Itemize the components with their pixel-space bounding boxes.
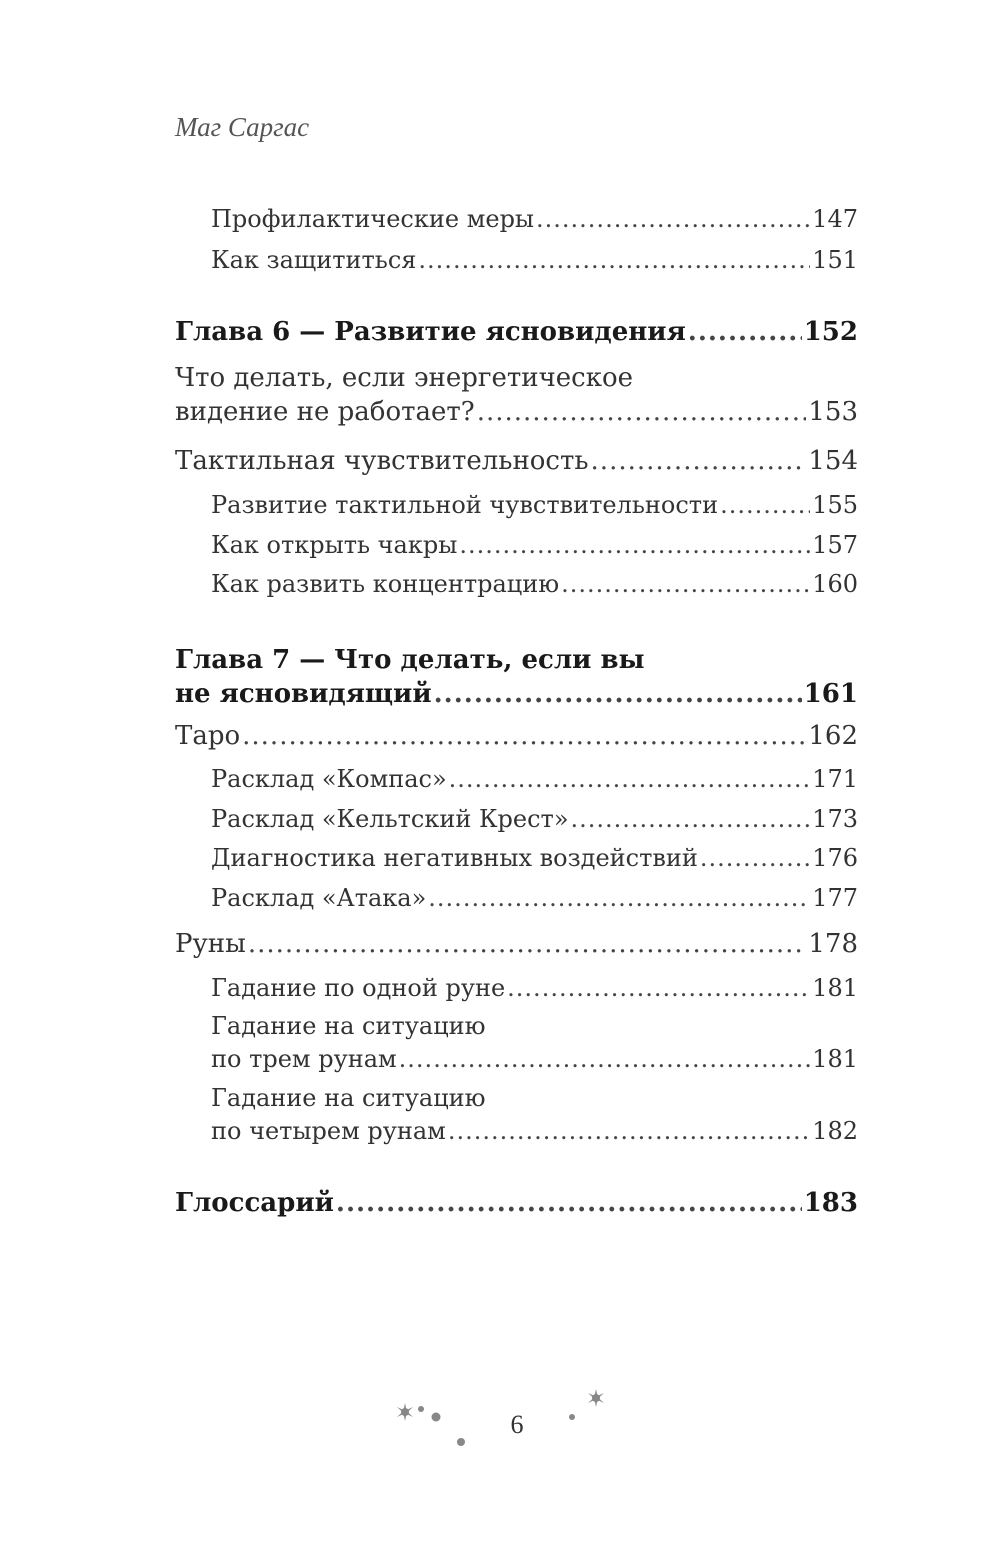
toc-entry-title: Профилактические меры xyxy=(211,205,535,233)
toc-entry-page: 178 xyxy=(808,929,858,959)
toc-entry[interactable] xyxy=(211,1045,858,1073)
toc-entry[interactable] xyxy=(211,844,858,872)
toc-entry-title-line: Гадание на ситуацию xyxy=(211,1084,486,1112)
toc-entry-title: Как открыть чакры xyxy=(211,531,458,559)
dot-leader xyxy=(448,1117,810,1145)
dot-leader xyxy=(242,721,806,751)
toc-entry[interactable] xyxy=(211,884,858,912)
toc-entry-page: 155 xyxy=(812,491,858,519)
dot-leader xyxy=(399,1045,811,1073)
dot-leader xyxy=(688,317,802,347)
toc-entry-page: 181 xyxy=(812,1045,858,1073)
toc-entry[interactable] xyxy=(175,446,858,476)
toc-entry-title: Как защититься xyxy=(211,246,417,274)
dot-leader xyxy=(591,446,807,476)
toc-entry[interactable] xyxy=(211,805,858,833)
dot-leader xyxy=(449,765,811,793)
dot-leader xyxy=(507,974,810,1002)
toc-entry-title-line: Что делать, если энергетическое xyxy=(175,363,634,393)
toc-entry-title: Расклад «Кельтский Крест» xyxy=(211,805,569,833)
toc-entry-page: 173 xyxy=(812,805,858,833)
dot-leader xyxy=(434,679,802,709)
toc-entry-title-line: Гадание на ситуацию xyxy=(211,1012,486,1040)
toc-entry[interactable] xyxy=(211,570,858,598)
toc-entry-page: 157 xyxy=(812,531,858,559)
toc-entry-title: Тактильная чувствительность xyxy=(175,446,589,476)
dot-leader xyxy=(459,531,810,559)
toc-entry-title: Диагностика негативных воздействий xyxy=(211,844,698,872)
toc-entry[interactable] xyxy=(211,974,858,1002)
dot-leader xyxy=(700,844,810,872)
toc-entry[interactable] xyxy=(211,531,858,559)
toc-entry-title: Руны xyxy=(175,929,246,959)
toc-entry[interactable] xyxy=(211,246,858,274)
toc-entry-title: Глава 6 — Развитие ясновидения xyxy=(175,317,686,347)
toc-entry-page: 177 xyxy=(812,884,858,912)
toc-entry-page: 182 xyxy=(812,1117,858,1145)
toc-entry-page: 151 xyxy=(812,246,858,274)
toc-entry-title: Глоссарий xyxy=(175,1188,334,1218)
dot-leader xyxy=(336,1188,802,1218)
toc-entry[interactable] xyxy=(175,721,858,751)
toc-entry[interactable] xyxy=(211,491,858,519)
toc-entry-page: 181 xyxy=(812,974,858,1002)
dot-leader xyxy=(536,205,810,233)
toc-entry-title: по трем рунам xyxy=(211,1045,397,1073)
toc-entry-page: 171 xyxy=(812,765,858,793)
page-number: 6 xyxy=(510,1410,524,1439)
toc-entry-title: Расклад «Атака» xyxy=(211,884,427,912)
toc-entry-page: 176 xyxy=(812,844,858,872)
toc-entry-page: 161 xyxy=(803,679,858,709)
toc-chapter-title-line: Глава 7 — Что делать, если вы xyxy=(175,645,645,675)
toc-entry-title: по четырем рунам xyxy=(211,1117,446,1145)
running-head: Маг Саргас xyxy=(175,112,310,142)
toc-chapter[interactable] xyxy=(175,679,858,709)
toc-entry-title: Расклад «Компас» xyxy=(211,765,447,793)
toc-entry-page: 152 xyxy=(803,317,858,347)
toc-entry[interactable] xyxy=(211,765,858,793)
toc-entry-title: Как развить концентрацию xyxy=(211,570,560,598)
toc-entry-page: 183 xyxy=(803,1188,858,1218)
toc-entry[interactable] xyxy=(211,205,858,233)
dot-leader xyxy=(477,397,807,427)
toc-entry-page: 147 xyxy=(812,205,858,233)
toc-entry[interactable] xyxy=(175,397,858,427)
toc-entry-page: 153 xyxy=(808,397,858,427)
dot-leader xyxy=(418,246,810,274)
toc-chapter[interactable] xyxy=(175,1188,858,1218)
dot-leader xyxy=(720,491,810,519)
toc-entry[interactable] xyxy=(175,929,858,959)
dot-leader xyxy=(428,884,810,912)
dot-leader xyxy=(571,805,811,833)
dot-leader xyxy=(248,929,807,959)
toc-entry-title: не ясновидящий xyxy=(175,679,432,709)
toc-entry-page: 154 xyxy=(808,446,858,476)
dot-leader xyxy=(561,570,810,598)
toc-entry-title: Гадание по одной руне xyxy=(211,974,506,1002)
toc-entry-page: 162 xyxy=(808,721,858,751)
toc-entry-page: 160 xyxy=(812,570,858,598)
toc-entry-title: видение не работает? xyxy=(175,397,475,427)
toc-entry-title: Таро xyxy=(175,721,241,751)
toc-entry[interactable] xyxy=(211,1117,858,1145)
toc-entry-title: Развитие тактильной чувствительности xyxy=(211,491,719,519)
toc-chapter[interactable] xyxy=(175,317,858,347)
